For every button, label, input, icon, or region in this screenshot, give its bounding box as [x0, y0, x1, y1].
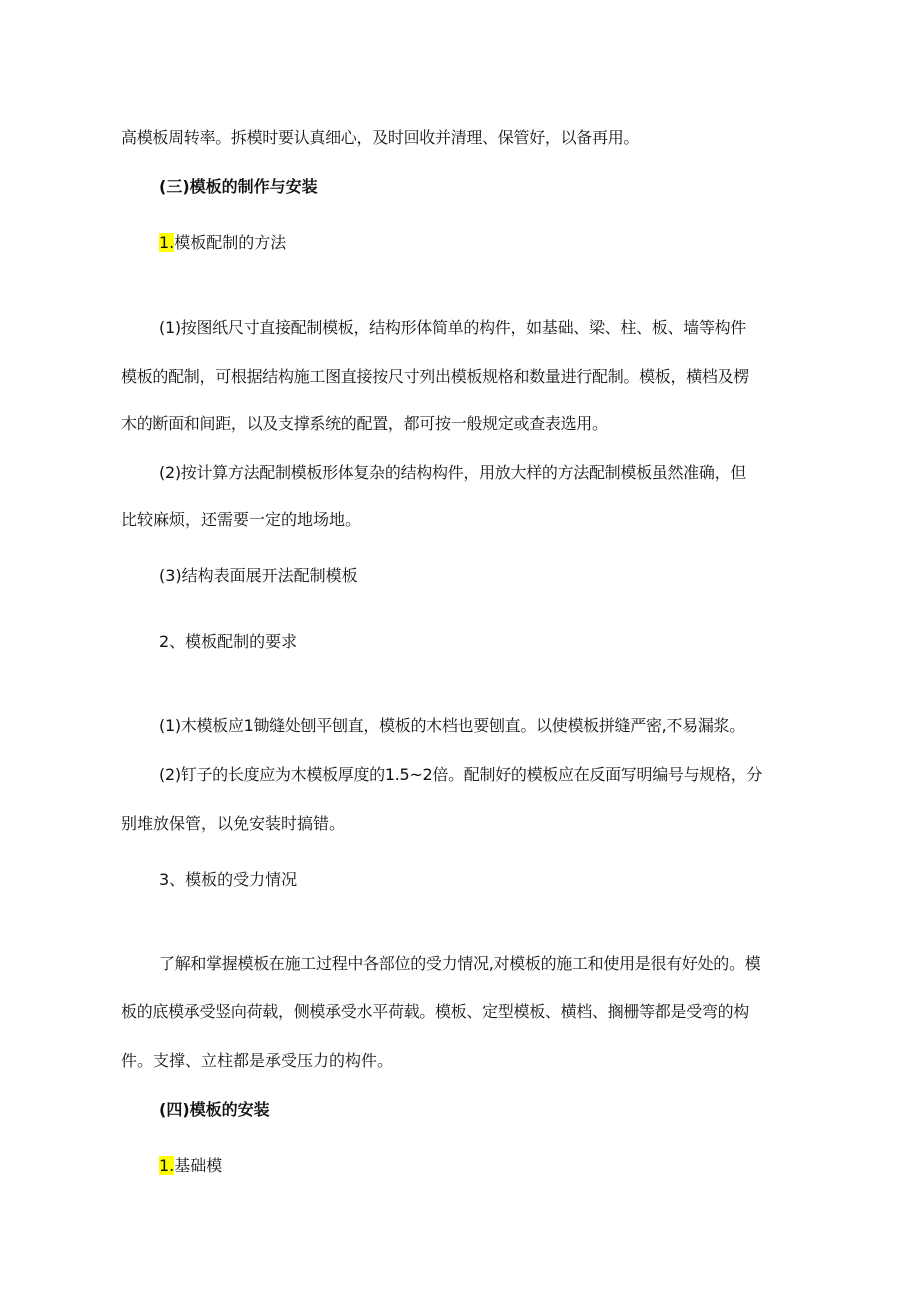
paragraph-line: (1)按图纸尺寸直接配制模板，结构形体简单的构件，如基础、梁、柱、板、墙等构件 — [159, 318, 746, 337]
paragraph-line: (1)木模板应1锄缝处刨平刨直，模板的木档也要刨直。以使模板拼缝严密,不易漏浆。 — [159, 716, 745, 735]
paragraph-line: 件。支撑、立柱都是承受压力的构件。 — [121, 1051, 394, 1070]
section-heading-four: (四)模板的安装 — [159, 1100, 270, 1119]
subheading-text: 基础模 — [174, 1156, 223, 1175]
subheading-2-requirements: 2、模板配制的要求 — [159, 632, 298, 651]
paragraph-line: 了解和掌握模板在施工过程中各部位的受力情况,对模板的施工和使用是很有好处的。模 — [159, 954, 761, 973]
paragraph-line: 高模板周转率。拆模时要认真细心，及时回收并清理、保管好，以备再用。 — [121, 128, 640, 147]
paragraph-line: 木的断面和间距，以及支撑系统的配置，都可按一般规定或查表选用。 — [121, 414, 608, 433]
highlight-marker: 1. — [159, 233, 175, 252]
paragraph-line: 别堆放保管，以免安装时搞错。 — [121, 814, 346, 833]
subheading-1-foundation — [159, 1156, 222, 1176]
highlight-marker: 1. — [159, 1156, 175, 1175]
subheading-3-forces: 3、模板的受力情况 — [159, 870, 298, 889]
paragraph-line: (2)钉子的长度应为木模板厚度的1.5~2倍。配制好的模板应在反面写明编号与规格，分 — [159, 765, 763, 784]
subheading-text: 模板配制的方法 — [174, 233, 287, 252]
subheading-1-methods — [159, 233, 286, 253]
paragraph-line: (3)结构表面展开法配制模板 — [159, 566, 358, 585]
paragraph-line: 模板的配制，可根据结构施工图直接按尺寸列出模板规格和数量进行配制。模板，横档及楞 — [121, 367, 750, 386]
paragraph-line: (2)按计算方法配制模板形体复杂的结构构件，用放大样的方法配制模板虽然准确，但 — [159, 463, 746, 482]
section-heading-three: (三)模板的制作与安装 — [159, 177, 318, 196]
paragraph-line: 板的底模承受竖向荷载，侧模承受水平荷载。模板、定型模板、横档、搁栅等都是受弯的构 — [121, 1002, 750, 1021]
paragraph-line: 比较麻烦，还需要一定的地场地。 — [121, 510, 362, 529]
